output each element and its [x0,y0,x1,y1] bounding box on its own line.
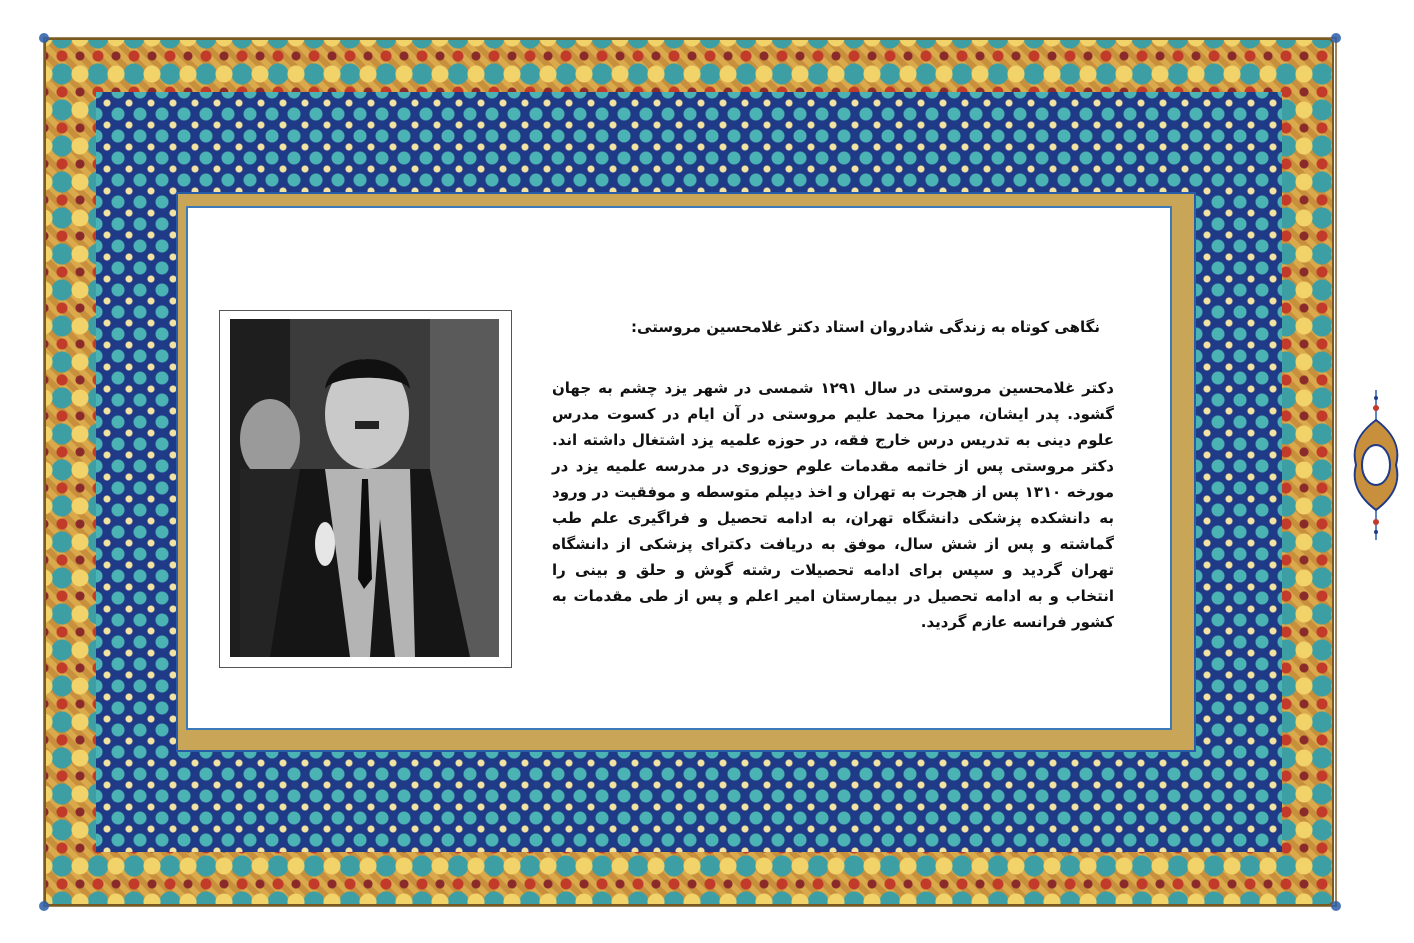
article-title: نگاهی کوتاه به زندگی شادروان استاد دکتر غلامحسین مروستی: [631,318,1100,336]
portrait-illustration [230,319,499,657]
article-body: دکتر غلامحسین مروستی در سال ۱۲۹۱ شمسی در شهر یزد چشم به جهان گشود. پدر ایشان، میرزا محمد علیم مروستی در آن ایام در کسوت مدرس علوم دینی به تدریس درس خارج فقه، در حوزه علمیه یزد اشتغال داشته اند. دکتر مروستی پس از خاتمه مقدمات علوم حوزوی در مدرسه علمیه یزد در مورخه ۱۳۱۰ پس از هجرت به تهران و اخذ دیپلم متوسطه و موفقیت در ورود به دانشکده پزشکی دانشگاه تهران، به ادامه تحصیل و فراگیری علم طب گماشته و پس از شش سال، موفق به دریافت دکترای پزشکی از دانشگاه تهران گردید و سپس برای ادامه تحصیلات رشته گوش و حلق و بینی را انتخاب و به ادامه تحصیل در بیمارستان امیر اعلم و پس از طی مقدمات به کشور فرانسه عازم گردید. [552,379,1114,631]
side-medallion-ornament [1348,390,1404,540]
portrait-photo [230,319,499,657]
